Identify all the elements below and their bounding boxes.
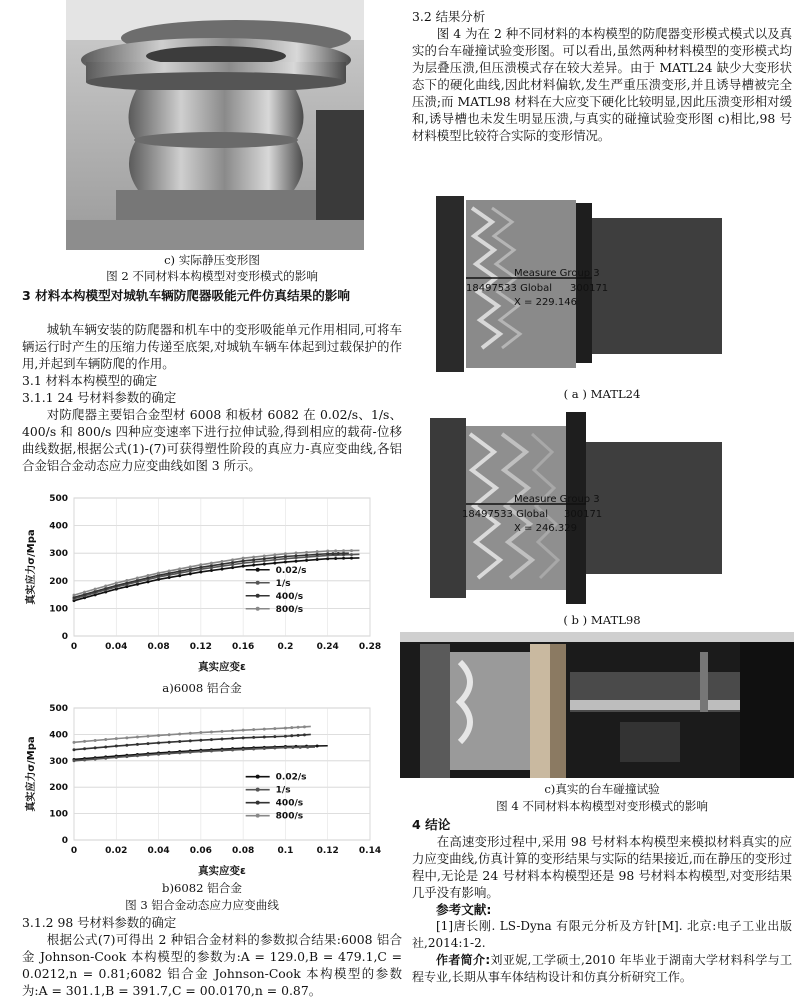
data-point — [242, 736, 245, 739]
legend-label: 800/s — [275, 811, 304, 822]
data-point — [334, 549, 337, 552]
data-point — [231, 558, 234, 561]
data-point — [178, 574, 181, 577]
x-tick-label: 0.12 — [189, 642, 212, 652]
legend-marker — [256, 581, 260, 585]
data-point — [178, 567, 181, 570]
legend-marker — [256, 775, 260, 779]
data-point — [147, 753, 150, 756]
data-point — [115, 745, 118, 748]
data-point — [221, 730, 224, 733]
data-point — [168, 741, 171, 744]
section32-heading: 3.2 结果分析 — [412, 9, 486, 24]
sim-b-label1: Measure Group 3 — [514, 494, 600, 505]
data-point — [305, 554, 308, 557]
legend-marker — [256, 788, 260, 792]
data-point — [125, 579, 128, 582]
data-point — [316, 558, 319, 561]
data-point — [299, 746, 302, 749]
data-point — [189, 751, 192, 754]
fig4b-caption: ( b ) MATL98 — [563, 613, 641, 627]
data-point — [284, 561, 287, 564]
data-point — [221, 560, 224, 563]
data-point — [263, 736, 266, 739]
data-point — [73, 594, 76, 597]
chart-6008 — [22, 490, 382, 676]
data-point — [210, 750, 213, 753]
data-point — [210, 738, 213, 741]
data-point — [290, 734, 293, 737]
author-label: 作者简介: — [436, 953, 491, 967]
chart-6082 — [22, 700, 382, 880]
data-point — [168, 570, 171, 573]
data-point — [263, 747, 266, 750]
legend-label: 0.02/s — [275, 772, 307, 783]
data-point — [94, 588, 97, 591]
fig4a-caption: ( a ) MATL24 — [563, 387, 641, 401]
data-point — [342, 552, 345, 555]
data-point — [199, 731, 202, 734]
y-tick-label: 300 — [49, 549, 68, 560]
y-tick-label: 300 — [49, 756, 68, 767]
reference-1: [1]唐长刚. LS-Dyna 有限元分析及方针[M]. 北京:电子工业出版社,2014:1-2. — [412, 919, 792, 950]
static-compression-photo-drawing — [66, 0, 364, 250]
y-tick-label: 200 — [49, 576, 68, 587]
y-tick-label: 500 — [49, 704, 68, 714]
data-point — [291, 746, 294, 749]
section311-heading: 3.1.1 24 号材料参数的确定 — [22, 390, 177, 405]
fig3-caption: 图 3 铝合金动态应力应变曲线 — [125, 898, 279, 912]
fig3b-caption: b)6082 铝合金 — [162, 881, 242, 895]
data-point — [94, 758, 97, 761]
data-point — [168, 576, 171, 579]
y-tick-label: 400 — [49, 521, 68, 532]
data-point — [295, 552, 298, 555]
data-point — [273, 562, 276, 565]
simulation-matl98 — [422, 408, 722, 608]
data-point — [342, 557, 345, 560]
plot-area — [74, 708, 370, 840]
x-tick-label: 0.06 — [189, 846, 212, 856]
y-tick-label: 200 — [49, 783, 68, 794]
data-point — [199, 570, 202, 573]
legend-marker — [256, 568, 260, 572]
legend-label: 1/s — [275, 785, 291, 796]
data-point — [242, 729, 245, 732]
data-point — [303, 733, 306, 736]
data-point — [221, 568, 224, 571]
data-point — [210, 564, 213, 567]
data-point — [350, 553, 353, 556]
data-point — [157, 734, 160, 737]
data-point — [252, 558, 255, 561]
data-point — [136, 743, 139, 746]
section312-paragraph: 根据公式(7)可得出 2 种铝合金材料的参数拟合结果:6008 铝合金 Johnson-Cook 本构模型的参数为:A = 129.0,B = 479.1,C = 0.0212,n = 0.81;6082 铝合金 Johnson-Cook 本构模型的参数为:A = 301.1,B = 391.7,C = 00.0170,n = 0.87。 — [22, 932, 402, 998]
data-point — [273, 553, 276, 556]
x-tick-label: 0.16 — [232, 642, 255, 652]
data-point — [350, 549, 353, 552]
data-point — [115, 756, 118, 759]
data-point — [104, 738, 107, 741]
y-axis-label: 真实应力σ/Mpa — [26, 529, 37, 605]
data-point — [242, 748, 245, 751]
y-tick-label: 0 — [61, 632, 68, 642]
author-bio — [412, 952, 792, 986]
x-tick-label: 0.14 — [358, 846, 382, 856]
data-point — [189, 565, 192, 568]
x-tick-label: 0.08 — [147, 642, 170, 652]
data-point — [136, 736, 139, 739]
y-axis-label: 真实应力σ/Mpa — [26, 736, 37, 812]
data-point — [125, 736, 128, 739]
data-point — [73, 759, 76, 762]
section3-heading: 3 材料本构模型对城轨车辆防爬器吸能元件仿真结果的影响 — [22, 288, 350, 303]
data-point — [295, 560, 298, 563]
data-point — [221, 563, 224, 566]
data-point — [273, 735, 276, 738]
data-point — [284, 746, 287, 749]
data-point — [263, 557, 266, 560]
data-point — [178, 740, 181, 743]
data-point — [104, 585, 107, 588]
data-point — [157, 753, 160, 756]
legend-label: 0.02/s — [275, 565, 307, 576]
data-point — [252, 556, 255, 559]
data-point — [284, 735, 287, 738]
data-point — [147, 735, 150, 738]
data-point — [242, 565, 245, 568]
y-tick-label: 100 — [49, 604, 68, 615]
data-point — [125, 744, 128, 747]
data-point — [297, 734, 300, 737]
data-point — [136, 754, 139, 757]
data-point — [273, 556, 276, 559]
legend-marker — [256, 814, 260, 818]
chart-6008-svg — [22, 490, 382, 676]
data-point — [168, 752, 171, 755]
data-point — [83, 747, 86, 750]
sim-a-label1: Measure Group 3 — [514, 268, 600, 279]
legend-label: 400/s — [275, 798, 304, 809]
data-point — [199, 563, 202, 566]
data-point — [252, 564, 255, 567]
data-point — [199, 739, 202, 742]
author-text: 刘亚妮,工学硕士,2010 年毕业于湖南大学材料科学与工程专业,长期从事车体结构设计和仿真分析研究工作。 — [412, 953, 792, 984]
data-point — [231, 561, 234, 564]
data-point — [337, 552, 340, 555]
data-point — [316, 744, 319, 747]
fig2c-caption: c) 实际静压变形图 — [164, 253, 260, 267]
data-point — [147, 742, 150, 745]
legend-label: 800/s — [275, 604, 304, 615]
data-point — [189, 572, 192, 575]
data-point — [199, 750, 202, 753]
data-point — [305, 551, 308, 554]
data-point — [306, 746, 309, 749]
static-compression-photo — [66, 0, 364, 250]
x-tick-label: 0.2 — [277, 642, 294, 652]
x-tick-label: 0 — [70, 642, 78, 652]
legend-label: 1/s — [275, 578, 291, 589]
data-point — [316, 553, 319, 556]
data-point — [94, 739, 97, 742]
sim-b-label2: 18497533 Global — [462, 509, 548, 520]
section312-heading: 3.1.2 98 号材料参数的确定 — [22, 915, 177, 930]
data-point — [295, 554, 298, 557]
section311-paragraph: 对防爬器主要铝合金型材 6008 和板材 6082 在 0.02/s、1/s、400/s 和 800/s 四种应变速率下进行拉伸试验,得到相应的载荷-位移曲线数据,根据公式(1)-(7)可获得塑性阶段的真应力-真应变曲线,各铝合金铝合金动态应力应变曲线如图 3 所示。 — [22, 407, 402, 473]
sim-a-label3: X = 229.146 — [514, 297, 577, 308]
x-tick-label: 0.24 — [316, 642, 339, 652]
section31-heading: 3.1 材料本构模型的确定 — [22, 373, 158, 388]
x-tick-label: 0 — [70, 846, 78, 856]
data-point — [350, 557, 353, 560]
data-point — [284, 555, 287, 558]
simulation-matl98-drawing — [422, 408, 722, 608]
fig3a-caption: a)6008 铝合金 — [162, 681, 242, 695]
data-point — [303, 725, 306, 728]
data-point — [273, 727, 276, 730]
legend-marker — [256, 801, 260, 805]
data-point — [157, 741, 160, 744]
data-point — [231, 748, 234, 751]
data-point — [115, 737, 118, 740]
section4-paragraph: 在高速变形过程中,采用 98 号材料本构模型来模拟材料真实的应力应变曲线,仿真计算的变形结果与实际的结果接近,而在静压的变形过程中,无论是 24 号材料本构模型还是 98 号材料本构模型,对变形结果几乎没有影响。 — [412, 834, 792, 900]
data-point — [316, 550, 319, 553]
data-point — [297, 726, 300, 729]
data-point — [290, 726, 293, 729]
y-tick-label: 0 — [61, 836, 68, 846]
data-point — [210, 562, 213, 565]
crash-test-photo-drawing — [400, 632, 794, 778]
x-tick-label: 0.12 — [316, 846, 339, 856]
data-point — [178, 733, 181, 736]
y-tick-label: 100 — [49, 809, 68, 820]
data-point — [332, 552, 335, 555]
data-point — [83, 740, 86, 743]
data-point — [221, 738, 224, 741]
data-point — [242, 559, 245, 562]
data-point — [326, 552, 329, 555]
x-tick-label: 0.28 — [358, 642, 382, 652]
x-axis-label: 真实应变ε — [198, 865, 246, 877]
data-point — [242, 557, 245, 560]
simulation-matl24 — [422, 188, 722, 380]
simulation-matl24-drawing — [422, 188, 722, 380]
data-point — [252, 728, 255, 731]
sim-b-label3: X = 246.329 — [514, 523, 577, 534]
data-point — [104, 757, 107, 760]
data-point — [178, 751, 181, 754]
section32-paragraph: 图 4 为在 2 种不同材料的本构模型的防爬器变形模式模式以及真实的台车碰撞试验变形图。可以看出,虽然两种材料模型的变形模式均为层叠压溃,但压溃模式存在较大差异。由于 MATL24 缺少大变形状态下的硬化曲线,因此材料偏软,发生严重压溃变形,并且诱导槽被完全压溃;而 MATL98 材料在大应变下硬化比较明显,因此压溃变形相对缓和,诱导槽也未发生明显压溃,与真实的碰撞试验变形图 c)相比,98 号材料模型比较符合实际的变形情况。 — [412, 26, 792, 143]
data-point — [284, 552, 287, 555]
y-tick-label: 500 — [49, 494, 68, 504]
section4-heading: 4 结论 — [412, 817, 451, 832]
data-point — [263, 563, 266, 566]
x-tick-label: 0.1 — [277, 846, 294, 856]
y-tick-label: 400 — [49, 730, 68, 741]
references-heading: 参考文献: — [436, 902, 492, 917]
sim-b-id: 300171 — [564, 509, 603, 520]
data-point — [73, 741, 76, 744]
sim-a-label2: 18497533 Global — [466, 283, 552, 294]
data-point — [94, 746, 97, 749]
fig2-caption: 图 2 不同材料本构模型对变形模式的影响 — [106, 269, 318, 283]
data-point — [305, 559, 308, 562]
x-tick-label: 0.02 — [105, 846, 128, 856]
fig4c-caption: c)真实的台车碰撞试验 — [544, 782, 660, 796]
data-point — [231, 737, 234, 740]
data-point — [231, 729, 234, 732]
data-point — [334, 557, 337, 560]
data-point — [115, 582, 118, 585]
crash-test-photo — [400, 632, 794, 778]
data-point — [83, 591, 86, 594]
data-point — [252, 747, 255, 750]
data-point — [263, 554, 266, 557]
data-point — [342, 549, 345, 552]
x-tick-label: 0.08 — [232, 846, 255, 856]
data-point — [252, 736, 255, 739]
data-point — [157, 572, 160, 575]
data-point — [231, 566, 234, 569]
data-point — [189, 732, 192, 735]
x-tick-label: 0.04 — [147, 846, 170, 856]
legend-marker — [256, 594, 260, 598]
sim-a-id: 300171 — [570, 283, 609, 294]
data-point — [221, 749, 224, 752]
x-axis-label: 真实应变ε — [198, 661, 246, 673]
data-point — [147, 574, 150, 577]
data-point — [104, 745, 107, 748]
legend-marker — [256, 607, 260, 611]
data-point — [210, 569, 213, 572]
data-point — [263, 728, 266, 731]
data-point — [210, 730, 213, 733]
data-point — [189, 739, 192, 742]
data-point — [73, 748, 76, 751]
x-tick-label: 0.04 — [105, 642, 128, 652]
data-point — [168, 733, 171, 736]
data-point — [83, 758, 86, 761]
data-point — [326, 557, 329, 560]
section3-paragraph: 城轨车辆安装的防爬器和机车中的变形吸能单元作用相同,可将车辆运行时产生的压缩力传递至底架,对城轨车辆车体起到过载保护的作用,并起到车辆防爬的作用。 — [22, 322, 402, 371]
legend-label: 400/s — [275, 591, 304, 602]
data-point — [284, 727, 287, 730]
data-point — [136, 577, 139, 580]
fig4-caption: 图 4 不同材料本构模型对变形模式的影响 — [496, 799, 708, 813]
data-point — [125, 755, 128, 758]
data-point — [273, 747, 276, 750]
data-point — [326, 549, 329, 552]
chart-6082-svg — [22, 700, 382, 880]
